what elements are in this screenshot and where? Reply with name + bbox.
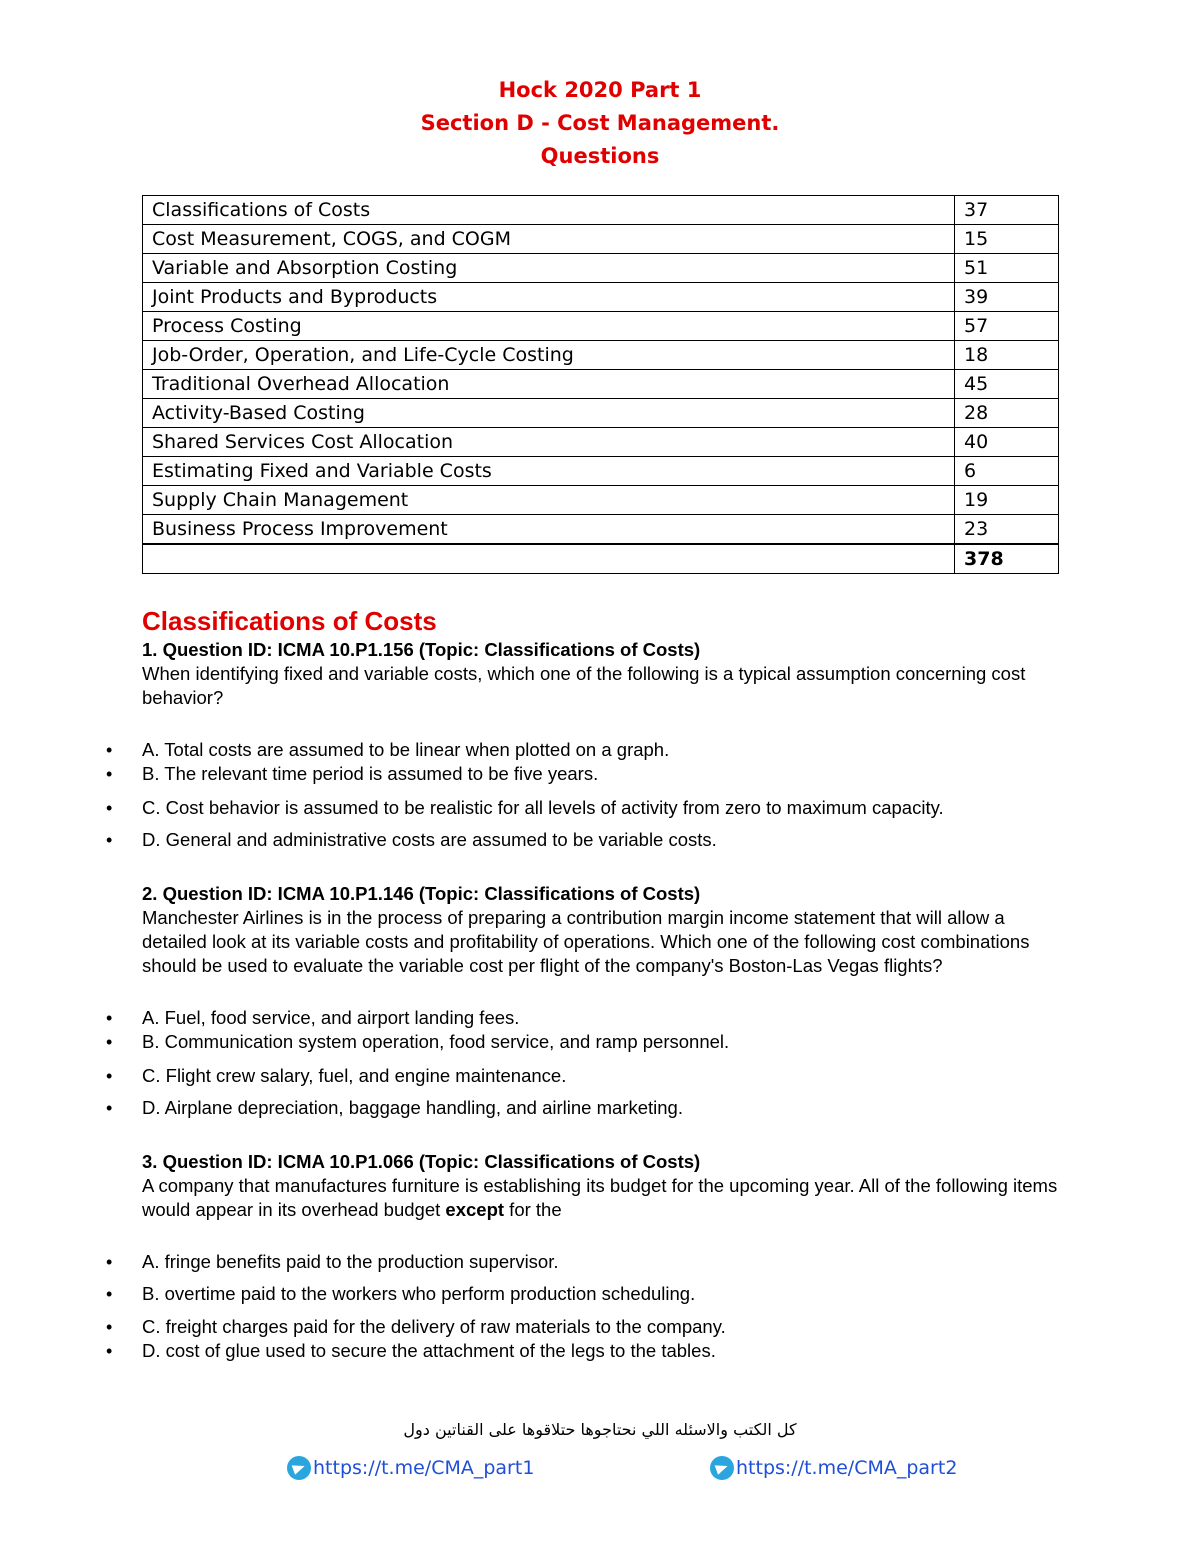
options-list: [142, 1250, 1062, 1363]
option-d: • D. cost of glue used to secure the attachment of the legs to the tables.: [142, 1339, 1062, 1363]
table-row: [143, 486, 1059, 515]
question-text-part: for the: [504, 1199, 562, 1220]
question-1: [142, 638, 1062, 852]
question-text-part: A company that manufactures furniture is establishing its budget for the upcoming year. All of the following items would appear in its overhead budget: [142, 1175, 1058, 1220]
option-c: • C. freight charges paid for the delivery of raw materials to the company.: [142, 1315, 1062, 1339]
question-2: [142, 882, 1062, 1120]
channel-link-2[interactable]: [710, 1456, 957, 1480]
option-b: • B. The relevant time period is assumed to be five years.: [142, 762, 1062, 796]
topics-table: [142, 195, 1059, 574]
topic-cell: Process Costing: [143, 312, 955, 341]
topic-cell: Estimating Fixed and Variable Costs: [143, 457, 955, 486]
table-row: [143, 341, 1059, 370]
question-3: [142, 1150, 1062, 1363]
telegram-icon: [710, 1456, 734, 1480]
table-row: [143, 283, 1059, 312]
question-header: 1. Question ID: ICMA 10.P1.156 (Topic: Classifications of Costs): [142, 639, 701, 660]
topic-cell: Job-Order, Operation, and Life-Cycle Costing: [143, 341, 955, 370]
table-row: [143, 428, 1059, 457]
total-label-cell: [143, 544, 955, 574]
topic-cell: Shared Services Cost Allocation: [143, 428, 955, 457]
count-cell: 45: [955, 370, 1059, 399]
table-row: [143, 225, 1059, 254]
option-a: • A. fringe benefits paid to the production supervisor.: [142, 1250, 1062, 1282]
table-row: [143, 312, 1059, 341]
topic-cell: Activity-Based Costing: [143, 399, 955, 428]
topic-cell: Variable and Absorption Costing: [143, 254, 955, 283]
option-d: • D. Airplane depreciation, baggage handling, and airline marketing.: [142, 1096, 1062, 1120]
option-b: • B. overtime paid to the workers who perform production scheduling.: [142, 1282, 1062, 1315]
question-text-emphasis: except: [445, 1199, 505, 1220]
count-cell: 37: [955, 196, 1059, 225]
table-row: [143, 457, 1059, 486]
telegram-icon: [287, 1456, 311, 1480]
title-line-1: Hock 2020 Part 1: [498, 78, 702, 102]
count-cell: 15: [955, 225, 1059, 254]
options-list: [142, 738, 1062, 852]
count-cell: 6: [955, 457, 1059, 486]
total-count-cell: 378: [955, 544, 1059, 574]
table-row: [143, 370, 1059, 399]
table-row: [143, 196, 1059, 225]
count-cell: 28: [955, 399, 1059, 428]
option-c: • C. Flight crew salary, fuel, and engine maintenance.: [142, 1064, 1062, 1096]
question-header: 3. Question ID: ICMA 10.P1.066 (Topic: Classifications of Costs): [142, 1151, 701, 1172]
option-a: • A. Total costs are assumed to be linear when plotted on a graph.: [142, 738, 1062, 762]
option-b: • B. Communication system operation, food service, and ramp personnel.: [142, 1030, 1062, 1064]
count-cell: 40: [955, 428, 1059, 457]
option-a: • A. Fuel, food service, and airport landing fees.: [142, 1006, 1062, 1030]
questions-section: [142, 604, 1062, 1393]
topic-cell: Cost Measurement, COGS, and COGM: [143, 225, 955, 254]
channel-link-1[interactable]: [287, 1456, 534, 1480]
document-title: [0, 74, 1200, 173]
channel-link-2-text[interactable]: https://t.me/CMA_part2: [736, 1457, 958, 1479]
topic-cell: Joint Products and Byproducts: [143, 283, 955, 312]
option-d: • D. General and administrative costs are assumed to be variable costs.: [142, 828, 1062, 852]
title-line-2: Section D - Cost Management.: [420, 111, 780, 135]
question-text: [142, 1174, 1062, 1222]
topic-cell: Supply Chain Management: [143, 486, 955, 515]
topic-cell: Classifications of Costs: [143, 196, 955, 225]
count-cell: 57: [955, 312, 1059, 341]
channel-link-1-text[interactable]: https://t.me/CMA_part1: [313, 1457, 535, 1479]
table-row: [143, 515, 1059, 545]
table-row: [143, 254, 1059, 283]
count-cell: 39: [955, 283, 1059, 312]
option-c: • C. Cost behavior is assumed to be realistic for all levels of activity from zero to maximum capacity.: [142, 796, 1062, 828]
topic-cell: Traditional Overhead Allocation: [143, 370, 955, 399]
options-list: [142, 1006, 1062, 1120]
question-header: 2. Question ID: ICMA 10.P1.146 (Topic: Classifications of Costs): [142, 883, 701, 904]
topic-cell: Business Process Improvement: [143, 515, 955, 545]
count-cell: 51: [955, 254, 1059, 283]
table-row: [143, 399, 1059, 428]
count-cell: 18: [955, 341, 1059, 370]
footer-arabic-note: كل الكتب والاسئله اللي نحتاجوها حتلاقوها على القناتين دول: [403, 1420, 797, 1439]
question-text: When identifying fixed and variable costs, which one of the following is a typical assumption concerning cost behavior?: [142, 663, 1026, 708]
count-cell: 23: [955, 515, 1059, 545]
total-row: [143, 544, 1059, 574]
question-text: Manchester Airlines is in the process of preparing a contribution margin income statement that will allow a detailed look at its variable costs and profitability of operations. Which one of the following cost combinations should be used to evaluate the variable cost per flight of the company's Boston-Las Vegas flights?: [142, 907, 1030, 976]
title-line-3: Questions: [540, 144, 660, 168]
count-cell: 19: [955, 486, 1059, 515]
section-heading: Classifications of Costs: [142, 606, 437, 636]
